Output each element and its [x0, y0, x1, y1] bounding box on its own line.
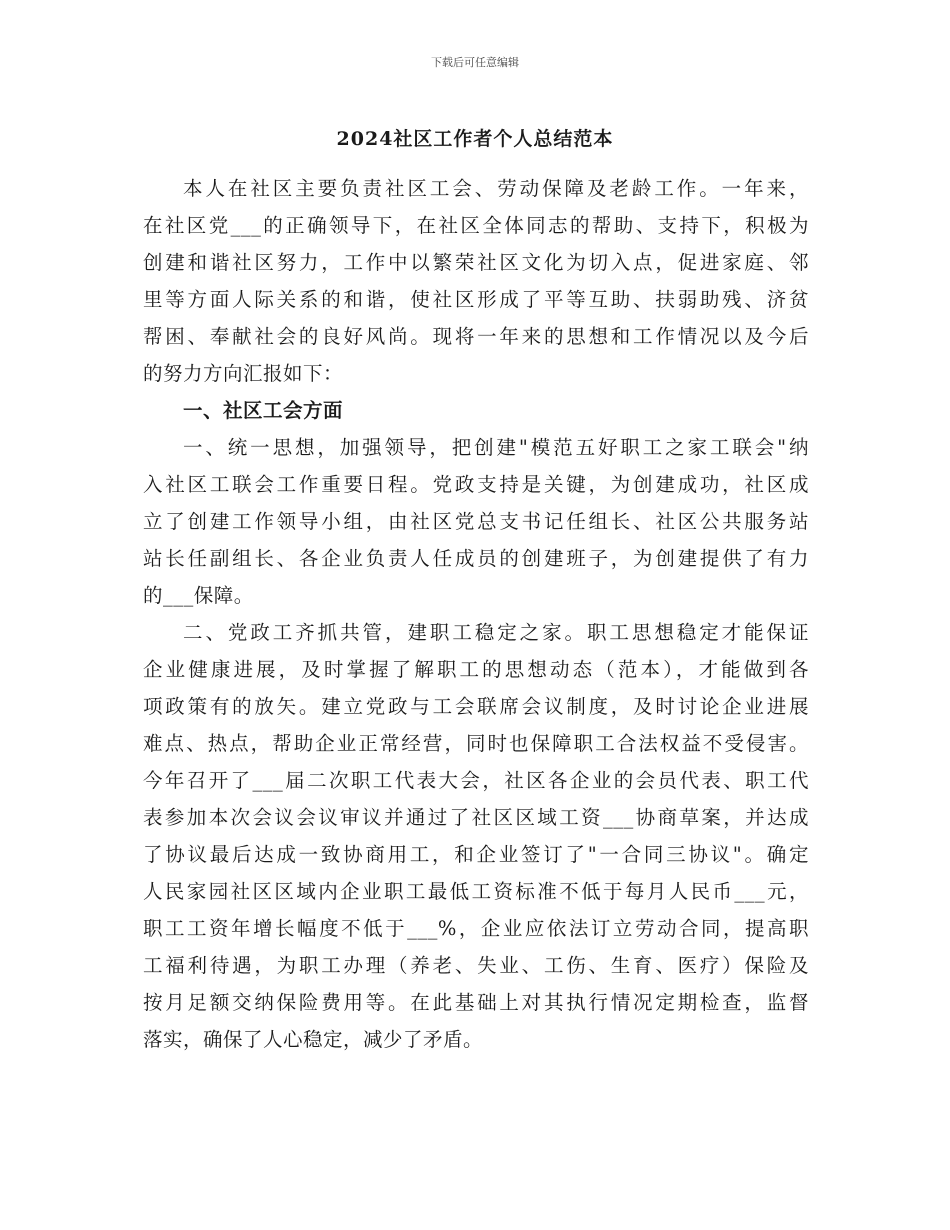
text-line: 在社区党___的正确领导下，在社区全体同志的帮助、支持下，积极为: [143, 214, 809, 237]
text-line: 里等方面人际关系的和谐，使社区形成了平等互助、扶弱助残、济贫: [143, 288, 809, 311]
text-line: 工福利待遇，为职工办理（养老、失业、工伤、生育、医疗）保险及: [143, 954, 809, 977]
text-line: 按月足额交纳保险费用等。在此基础上对其执行情况定期检查，监督: [143, 991, 809, 1014]
text-line: 一、统一思想，加强领导，把创建"模范五好职工之家工联会"纳: [183, 436, 809, 459]
text-line: 项政策有的放矢。建立党政与工会联席会议制度，及时讨论企业进展: [143, 695, 809, 718]
text-line: 帮困、奉献社会的良好风尚。现将一年来的思想和工作情况以及今后: [143, 325, 809, 348]
text-line: 落实，确保了人心稳定，减少了矛盾。: [143, 1028, 484, 1051]
text-line: 立了创建工作领导小组，由社区党总支书记任组长、社区公共服务站: [143, 510, 809, 533]
text-line: 了协议最后达成一致协商用工，和企业签订了"一合同三协议"。确定: [143, 843, 809, 866]
page-header-note: 下载后可任意编辑: [431, 56, 519, 69]
text-line: 企业健康进展，及时掌握了解职工的思想动态（范本），才能做到各: [143, 658, 809, 681]
text-line: 表参加本次会议会议审议并通过了社区区域工资___协商草案，并达成: [143, 806, 809, 829]
text-line: 今年召开了___届二次职工代表大会，社区各企业的会员代表、职工代: [143, 769, 809, 792]
text-line: 入社区工联会工作重要日程。党政支持是关键，为创建成功，社区成: [143, 473, 809, 496]
text-line: 职工工资年增长幅度不低于___%，企业应依法订立劳动合同，提高职: [143, 917, 809, 940]
text-line: 难点、热点，帮助企业正常经营，同时也保障职工合法权益不受侵害。: [143, 732, 809, 755]
document-body: [143, 170, 809, 1058]
text-line: 二、党政工齐抓共管，建职工稳定之家。职工思想稳定才能保证: [183, 621, 809, 644]
section-heading: 一、社区工会方面: [183, 399, 344, 422]
text-line: 本人在社区主要负责社区工会、劳动保障及老龄工作。一年来，: [183, 177, 809, 200]
text-line: 的努力方向汇报如下：: [143, 362, 344, 385]
text-line: 人民家园社区区域内企业职工最低工资标准不低于每月人民币___元，: [143, 880, 809, 903]
text-line: 的___保障。: [143, 584, 254, 607]
text-line: 创建和谐社区努力，工作中以繁荣社区文化为切入点，促进家庭、邻: [143, 251, 809, 274]
document-title: 2024社区工作者个人总结范本: [336, 128, 614, 150]
text-line: 站长任副组长、各企业负责人任成员的创建班子，为创建提供了有力: [143, 547, 809, 570]
